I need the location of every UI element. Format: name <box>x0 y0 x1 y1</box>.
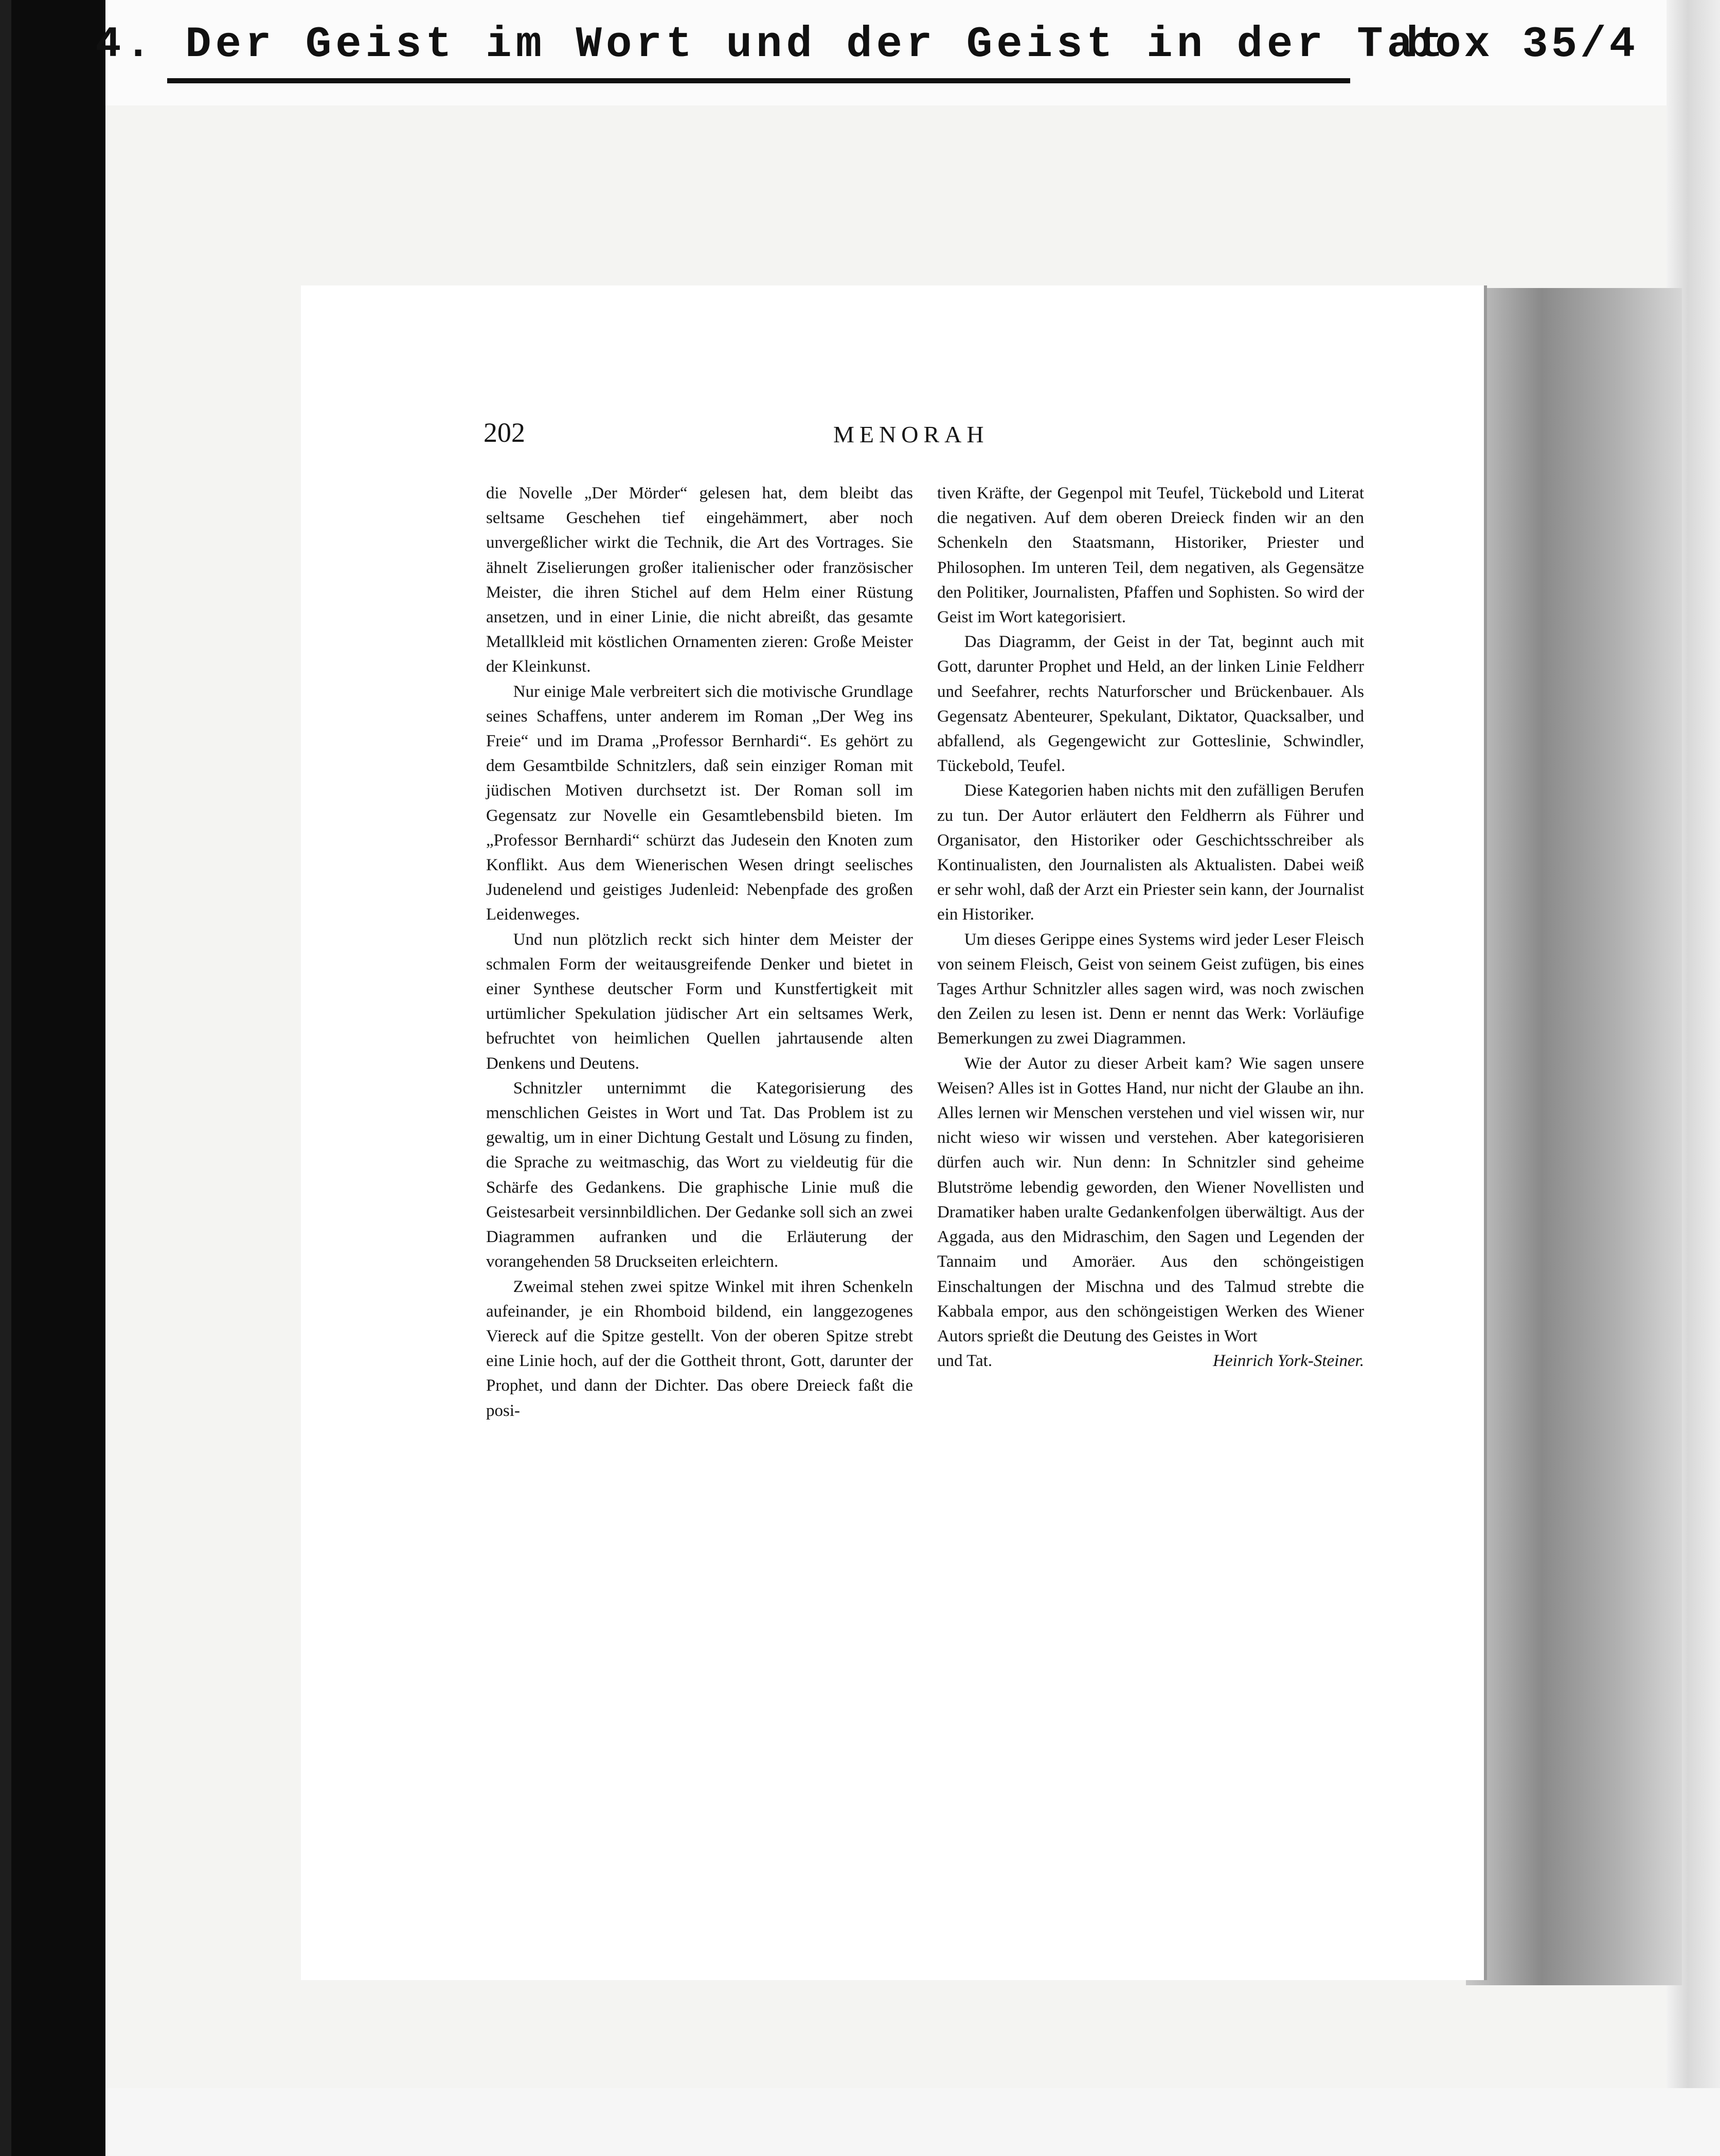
header-underline <box>167 78 1350 83</box>
paragraph: tiven Kräfte, der Gegenpol mit Teufel, Tückebold und Literat die negativen. Auf dem oberen Dreieck finden wir an den Schenkeln den Staatsmann, Historiker, Priester und Philosophen. Im unteren Teil, dem negativen, als Gegensätze den Politiker, Journalisten, Pfaffen und Sophisten. So wird der Geist im Wort kategorisiert. <box>937 484 1364 627</box>
paragraph: Schnitzler unternimmt die Kategorisierung des menschlichen Geistes in Wort und Tat. Das Problem ist zu gewaltig, um in einer Dichtung Gestalt und Lösung zu finden, die Sprache zu weitmaschig, das Wort zu vieldeutig für die Schärfe des Gedankens. Die graphische Linie muß die Geistesarbeit versinnbildlichen. Der Gedanke soll sich an zwei Diagrammen aufranken und die Erläuterung der vorangehenden 58 Druckseiten erleichtern. <box>486 1079 913 1271</box>
typed-header <box>95 21 1638 98</box>
box-label: box 35/4 <box>1406 21 1638 69</box>
journal-title: MENORAH <box>833 421 989 447</box>
running-head <box>483 417 1006 453</box>
scan-left-edge <box>0 0 11 2156</box>
paragraph: Zweimal stehen zwei spitze Winkel mit ihren Schenkeln aufeinander, je ein Rhomboid bildend, ein langgezogenes Viereck auf die Spitze gestellt. Von der oberen Spitze strebt eine Linie hoch, auf der die Gottheit thront, Gott, darunter der Prophet, und dann der Dichter. Das obere Dreieck faßt die posi- <box>486 1277 913 1420</box>
closing-words: und Tat. <box>937 1352 993 1371</box>
closing-line <box>937 1349 1364 1373</box>
paragraph: Um dieses Gerippe eines Systems wird jeder Leser Fleisch von seinem Fleisch, Geist von seinem Geist zufügen, bis eines Tages Arthur Schnitzler alles sagen wird, was noch zwischen den Zeilen zu lesen ist. Denn er nennt das Werk: Vorläufige Bemerkungen zu zwei Diagrammen. <box>937 930 1364 1048</box>
paragraph: Und nun plötzlich reckt sich hinter dem Meister der schmalen Form der weitausgreifende Denker und bietet in einer Synthese deutscher Form und Kunstfertigkeit mit urtümlicher Spekulation jüdischer Art ein seltsames Werk, befruchtet von heimlichen Quellen jahrtausende alten Denkens und Deutens. <box>486 930 913 1073</box>
paragraph: Nur einige Male verbreitert sich die motivische Grundlage seines Schaffens, unter anderem im Roman „Der Weg ins Freie“ und im Drama „Professor Bernhardi“. Es gehört zu dem Gesamtbilde Schnitzlers, daß sein einziger Roman mit jüdischen Motiven durchsetzt ist. Der Roman soll im Gegensatz zur Novelle ein Gesamtlebensbild bieten. Im „Professor Bernhardi“ schürzt das Judesein den Knoten zum Konflikt. Aus dem Wienerischen Wesen dringt seelisches Judenelend und geistiges Judenleid: Nebenpfade des großen Leidenweges. <box>486 682 913 924</box>
scan-bottom-margin <box>105 2088 1720 2156</box>
article-column-right <box>937 481 1364 1695</box>
paragraph: Wie der Autor zu dieser Arbeit kam? Wie sagen unsere Weisen? Alles ist in Gottes Hand, nur nicht der Glaube an ihn. Alles lernen wir Menschen verstehen und viel wissen wir, nur nicht wieso wir wissen und verstehen. Aber kategorisieren dürfen auch wir. Nun denn: In Schnitzler sind geheime Blutströme lebendig geworden, den Wiener Novellisten und Dramatiker haben uralte Gedankenfolgen überwältigt. Aus der Aggada, aus den Midraschim, den Sagen und Legenden der Tannaim und Amoräer. Aus den schöngeistigen Einschaltungen der Mischna und des Talmud strebte die Kabbala empor, aus den schöngeistigen Werken des Wiener Autors sprießt die Deutung des Geistes in Wort <box>937 1054 1364 1345</box>
author-signature: Heinrich York-Steiner. <box>1213 1352 1364 1371</box>
scan-left-border <box>0 0 105 2156</box>
paragraph: die Novelle „Der Mörder“ gelesen hat, dem bleibt das seltsame Geschehen tief eingehämmert, aber noch unvergeßlicher wirkt die Technik, die Art des Vortrages. Sie ähnelt Ziselierungen großer italienischer oder französischer Meister, die ihren Stichel auf dem Helm einer Rüstung ansetzen, und in einer Linie, die nicht abreißt, das gesamte Metallkleid mit köstlichen Ornamenten zieren: Große Meister der Kleinkunst. <box>486 484 913 676</box>
page-number: 202 <box>483 417 525 448</box>
article-column-left <box>486 481 913 1695</box>
paragraph: Diese Kategorien haben nichts mit den zufälligen Berufen zu tun. Der Autor erläutert den Feldherrn als Führer und Organisator, den Historiker oder Geschichtsschreiber als Kontinualisten, den Journalisten als Aktualisten. Dabei weiß er sehr wohl, daß der Arzt ein Priester sein kann, der Journalist ein Historiker. <box>937 781 1364 924</box>
clipping-shadow <box>1466 288 1682 1985</box>
paragraph: Das Diagramm, der Geist in der Tat, beginnt auch mit Gott, darunter Prophet und Held, an der linken Linie Feldherr und Seefahrer, rechts Naturforscher und Brückenbauer. Als Gegensatz Abenteurer, Spekulant, Diktator, Quacksalber, und abfallend, als Gegengewicht zur Gotteslinie, Schwindler, Tückebold, Teufel. <box>937 633 1364 776</box>
header-title: 4. Der Geist im Wort und der Geist in der Tat <box>95 21 1447 69</box>
